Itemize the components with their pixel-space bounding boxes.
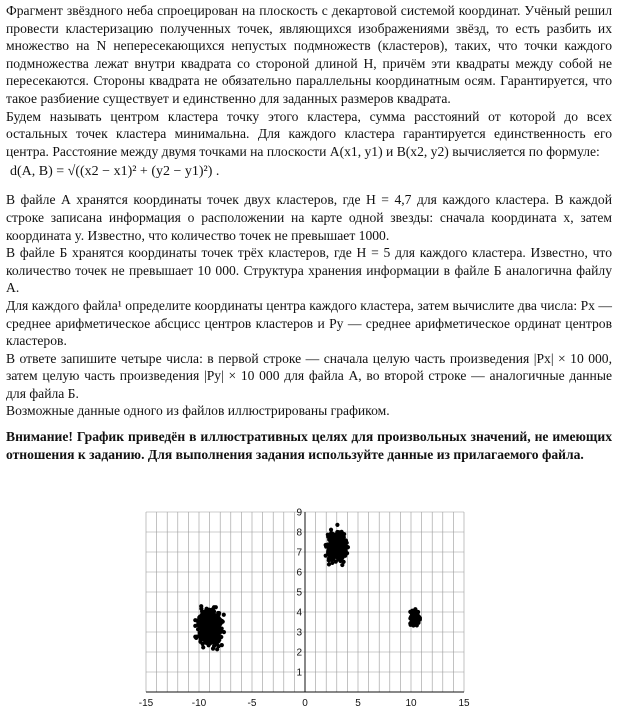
y-tick-label: 4 <box>296 607 302 619</box>
data-point <box>200 615 204 619</box>
data-point <box>340 563 344 567</box>
chart-svg <box>130 506 480 718</box>
data-point <box>339 539 343 543</box>
data-point <box>412 614 416 618</box>
data-point <box>346 545 350 549</box>
data-point <box>334 560 338 564</box>
data-point <box>415 618 419 622</box>
data-point <box>208 614 212 618</box>
data-point <box>202 627 206 631</box>
x-tick-label: -5 <box>247 698 257 709</box>
scatter-chart <box>130 506 480 718</box>
y-tick-label: 9 <box>296 507 302 519</box>
data-point <box>329 528 333 532</box>
notice-text: Внимание! График приведён в иллюстративных целях для произвольных значений, не имеющих отношения к заданию. Для выполнения задания используйте данные из прилагаемого файла. <box>6 429 612 462</box>
data-point <box>205 637 209 641</box>
data-point <box>335 523 339 527</box>
data-point <box>216 618 220 622</box>
data-point <box>215 642 219 646</box>
data-point <box>415 612 419 616</box>
y-tick-label: 3 <box>296 627 302 639</box>
data-point <box>326 545 330 549</box>
data-point <box>208 625 212 629</box>
paragraph-task: Для каждого файла¹ определите координаты центра каждого кластера, затем вычислите два числа: Px — среднее арифметическое абсцисс центров кластеров и Py — среднее арифметическое ординат центров кластеров. <box>6 297 612 349</box>
data-point <box>326 535 330 539</box>
data-point <box>408 610 412 614</box>
data-point <box>199 604 203 608</box>
data-point <box>220 643 224 647</box>
x-tick-label: 5 <box>355 698 361 709</box>
data-point <box>334 543 338 547</box>
data-point <box>201 620 205 624</box>
y-tick-label: 6 <box>296 567 302 579</box>
data-point <box>212 616 216 620</box>
distance-formula: d(A, B) = √((x2 − x1)² + (y2 − y1)²) . <box>10 164 220 180</box>
paragraph-file-b: В файле Б хранятся координаты точек трёх кластеров, где H = 5 для каждого кластера. Известно, что количество точек не превышает 10 000. Структура хранения информации в файле Б аналогична файлу А. <box>6 245 612 296</box>
data-point <box>212 610 216 614</box>
data-point <box>337 530 341 534</box>
x-tick-label: -10 <box>191 698 207 709</box>
data-point <box>332 554 336 558</box>
notice-block <box>6 428 612 463</box>
paragraph-intro: Фрагмент звёздного неба спроецирован на плоскость с декартовой системой координат. Учёный решил провести кластеризацию полученных точек, являющихся изображениями звёзд, то есть разбить их множество на N непересекающихся непустых подмножеств (кластеров), таких, что точки каждого подмножества лежат внутри квадрата со стороной длиной H, причём эти квадраты между собой не пересекаются. Стороны квадрата не обязательно параллельны координатным осям. Гарантируется, что такое разбиение существует и единственно для заданных размеров квадрата. <box>6 3 612 106</box>
data-point <box>212 627 216 631</box>
paragraph-chart-note: Возможные данные одного из файлов иллюстрированы графиком. <box>6 403 390 419</box>
data-point <box>216 634 220 638</box>
data-point <box>222 630 226 634</box>
y-tick-label: 7 <box>296 547 302 559</box>
paragraph-file-a: В файле А хранятся координаты точек двух кластеров, где H = 4,7 для каждого кластера. В каждой строке записана информация о расположении на карте одной звезды: сначала координата x, затем координата y. Известно, что количество точек не превышает 1000. <box>6 192 612 243</box>
data-point <box>206 633 210 637</box>
data-point <box>327 562 331 566</box>
x-tick-label: 10 <box>405 698 417 709</box>
y-tick-label: 5 <box>296 587 302 599</box>
data-point <box>340 552 344 556</box>
task-text <box>6 2 612 463</box>
data-point <box>217 613 221 617</box>
data-point <box>335 548 339 552</box>
data-point <box>413 608 417 612</box>
y-tick-label: 2 <box>296 647 302 659</box>
x-tick-label: 15 <box>458 698 470 709</box>
paragraph-answer-format: В ответе запишите четыре числа: в первой строке — сначала целую часть произведения |Px| × 10 000, затем целую часть произведения |Py| × 10 000 для файла А, во второй строке — аналогичные данные для файла Б. <box>6 350 612 401</box>
data-point <box>211 646 215 650</box>
data-point <box>201 642 205 646</box>
data-point <box>222 613 226 617</box>
y-tick-label: 8 <box>296 527 302 539</box>
data-point <box>327 558 331 562</box>
data-point <box>341 532 345 536</box>
data-point <box>194 636 198 640</box>
data-point <box>214 623 218 627</box>
paragraph-center-definition: Будем называть центром кластера точку этого кластера, сумма расстояний от которой до всех остальных точек кластера минимальна. Для каждого кластера гарантируется единственность его центра. Расстояние между двумя точками на плоскости A(x1, y1) и B(x2, y2) вычисляется по формуле: <box>6 108 612 159</box>
data-point <box>216 638 220 642</box>
data-point <box>324 554 328 558</box>
y-tick-label: 1 <box>296 667 302 679</box>
data-point <box>331 535 335 539</box>
x-tick-label: -15 <box>138 698 154 709</box>
x-tick-label: 0 <box>302 698 308 709</box>
